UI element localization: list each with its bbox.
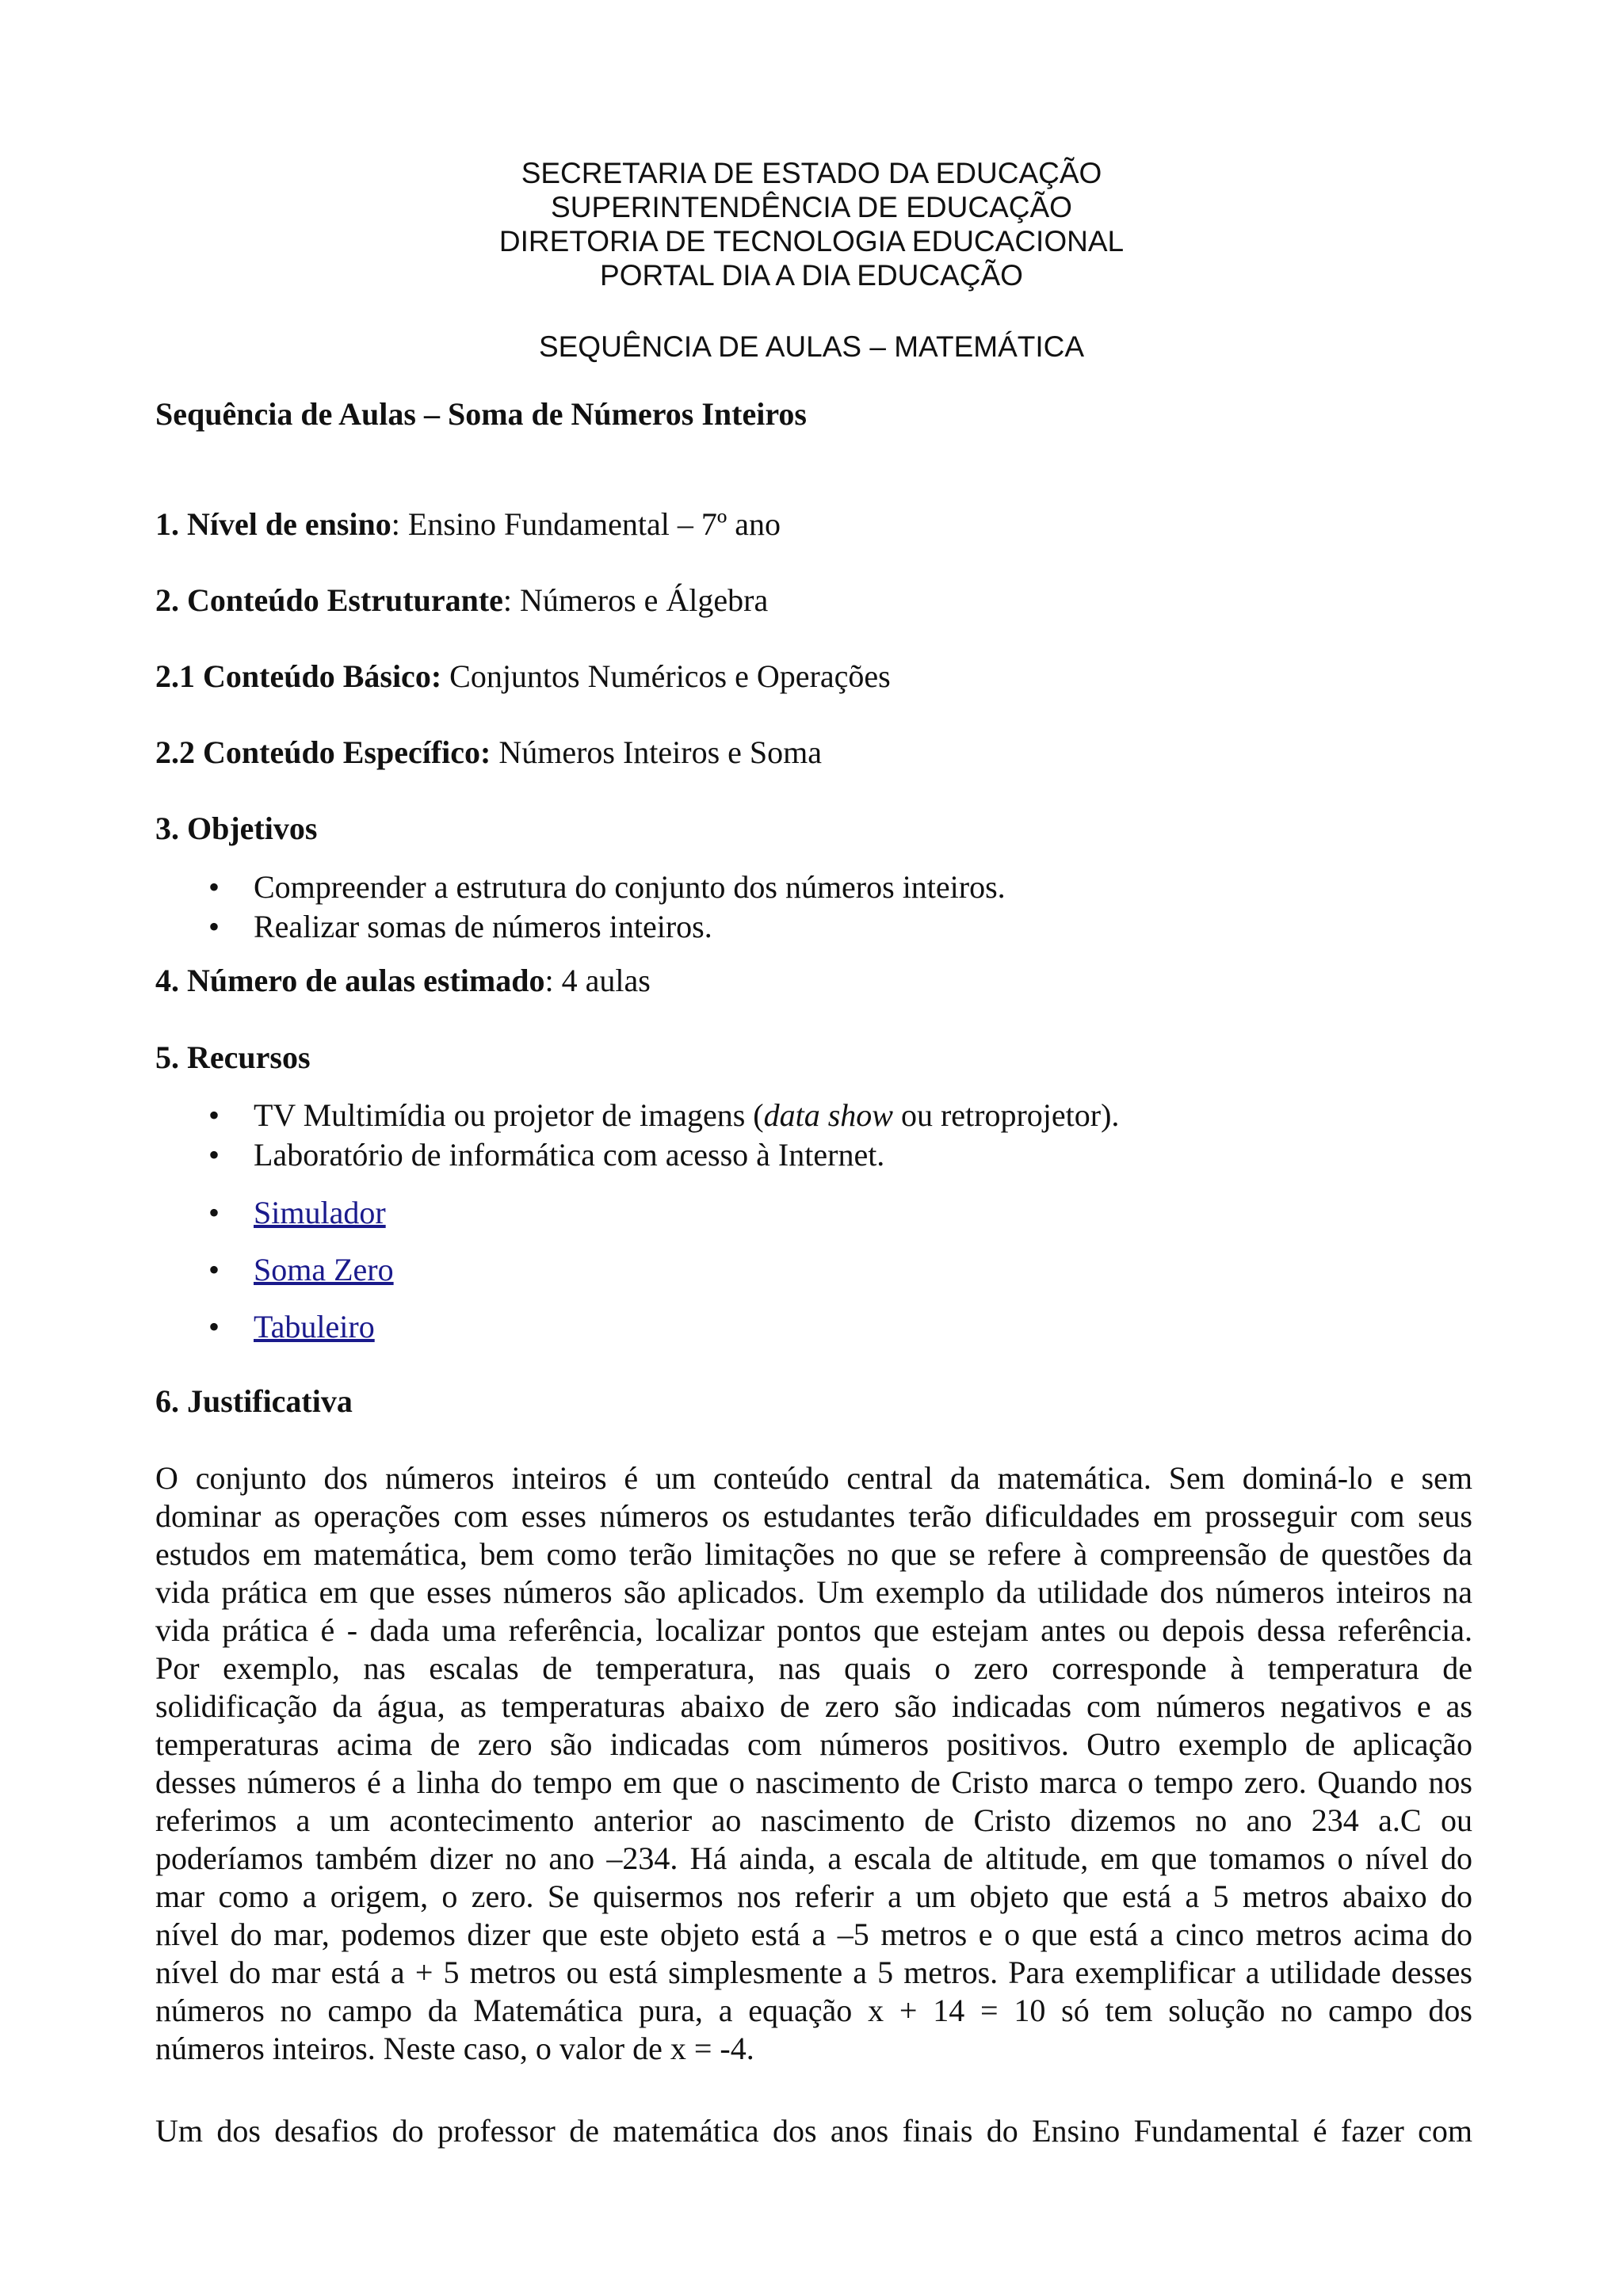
paragraph-line: dominar as operações com esses números os estudantes terão dificuldades em prosseguir com seus (155, 1498, 1472, 1534)
recurso-text-after: ou retroprojetor). (892, 1097, 1120, 1133)
paragraph-line: referimos a um acontecimento anterior ao nascimento de Cristo dizemos no ano 234 a.C ou (155, 1802, 1472, 1838)
paragraph-line: números no campo da Matemática pura, a equação x + 14 = 10 só tem solução no campo dos (155, 1993, 1472, 2028)
justificativa-paragraph-1 (155, 1459, 1472, 2068)
field-estruturante-label: 2. Conteúdo Estruturante (155, 582, 503, 618)
paragraph-line: nível do mar, podemos dizer que este objeto está a –5 metros e o que está a cinco metros acima do (155, 1917, 1472, 1952)
field-nivel (155, 505, 781, 544)
section-justificativa-title: 6. Justificativa (155, 1383, 353, 1419)
field-aulas-value: : 4 aulas (544, 963, 651, 998)
field-basico-value: Conjuntos Numéricos e Operações (441, 658, 891, 694)
field-especifico (155, 733, 822, 772)
field-aulas (155, 961, 651, 1001)
header-superintendencia: SUPERINTENDÊNCIA DE EDUCAÇÃO (551, 191, 1072, 223)
bullet-icon: • (208, 1097, 220, 1133)
header-secretaria: SECRETARIA DE ESTADO DA EDUCAÇÃO (521, 157, 1102, 189)
field-basico (155, 657, 891, 696)
section-objetivos-title: 3. Objetivos (155, 810, 318, 846)
paragraph-line: vida prática em que esses números são aplicados. Um exemplo da utilidade dos números inteiros na (155, 1574, 1472, 1610)
field-especifico-value: Números Inteiros e Soma (491, 734, 823, 770)
justificativa-paragraph-2 (155, 2112, 1472, 2150)
paragraph-line: O conjunto dos números inteiros é um conteúdo central da matemática. Sem dominá-lo e sem (155, 1460, 1472, 1496)
link-tabuleiro[interactable]: Tabuleiro (254, 1309, 375, 1344)
bullet-icon: • (208, 909, 220, 944)
field-especifico-label: 2.2 Conteúdo Específico: (155, 734, 491, 770)
bullet-icon: • (208, 1252, 220, 1287)
objetivo-item-text: Compreender a estrutura do conjunto dos números inteiros. (254, 869, 1006, 905)
paragraph-line: estudos em matemática, bem como terão limitações no que se refere à compreensão de questões da (155, 1536, 1472, 1572)
paragraph-line: poderíamos também dizer no ano –234. Há ainda, a escala de altitude, em que tomamos o nível do (155, 1840, 1472, 1876)
paragraph-line: mar como a origem, o zero. Se quisermos nos referir a um objeto que está a 5 metros abaixo do (155, 1878, 1472, 1914)
field-aulas-label: 4. Número de aulas estimado (155, 963, 545, 998)
header-sequence: SEQUÊNCIA DE AULAS – MATEMÁTICA (538, 330, 1085, 363)
field-nivel-label: 1. Nível de ensino (155, 506, 391, 542)
link-simulador[interactable]: Simulador (254, 1195, 386, 1230)
objetivo-item-text: Realizar somas de números inteiros. (254, 909, 712, 944)
paragraph-line: Um dos desafios do professor de matemática dos anos finais do Ensino Fundamental é fazer com (155, 2113, 1472, 2149)
section-recursos-title: 5. Recursos (155, 1039, 311, 1075)
paragraph-line: temperaturas acima de zero são indicadas com números positivos. Outro exemplo de aplicação (155, 1726, 1472, 1762)
bullet-icon: • (208, 1195, 220, 1230)
paragraph-line: nível do mar está a + 5 metros ou está simplesmente a 5 metros. Para exemplificar a utilidade desses (155, 1955, 1472, 1990)
paragraph-line: vida prática é - dada uma referência, localizar pontos que estejam antes ou depois dessa referência. (155, 1612, 1472, 1648)
paragraph-line: números inteiros. Neste caso, o valor de x = -4. (155, 2031, 754, 2066)
field-estruturante-value: : Números e Álgebra (502, 582, 769, 618)
field-nivel-value: : Ensino Fundamental – 7º ano (391, 506, 781, 542)
bullet-icon: • (208, 1309, 220, 1344)
header-portal: PORTAL DIA A DIA EDUCAÇÃO (600, 259, 1023, 292)
paragraph-line: Por exemplo, nas escalas de temperatura, nas quais o zero corresponde à temperatura de (155, 1650, 1472, 1686)
header-diretoria: DIRETORIA DE TECNOLOGIA EDUCACIONAL (498, 225, 1125, 257)
field-estruturante (155, 581, 768, 620)
lesson-title: Sequência de Aulas – Soma de Números Inteiros (155, 396, 807, 432)
link-soma-zero[interactable]: Soma Zero (254, 1252, 394, 1287)
recurso-text-italic: data show (763, 1097, 893, 1133)
paragraph-line: solidificação da água, as temperaturas abaixo de zero são indicadas com números negativos e as (155, 1688, 1472, 1724)
paragraph-line: desses números é a linha do tempo em que o nascimento de Cristo marca o tempo zero. Quando nos (155, 1764, 1472, 1800)
recurso-item-text (254, 1096, 1119, 1135)
bullet-icon: • (208, 869, 220, 905)
bullet-icon: • (208, 1137, 220, 1173)
recurso-item-text: Laboratório de informática com acesso à Internet. (254, 1137, 885, 1173)
field-basico-label: 2.1 Conteúdo Básico: (155, 658, 442, 694)
recurso-text-before: TV Multimídia ou projetor de imagens ( (254, 1097, 764, 1133)
